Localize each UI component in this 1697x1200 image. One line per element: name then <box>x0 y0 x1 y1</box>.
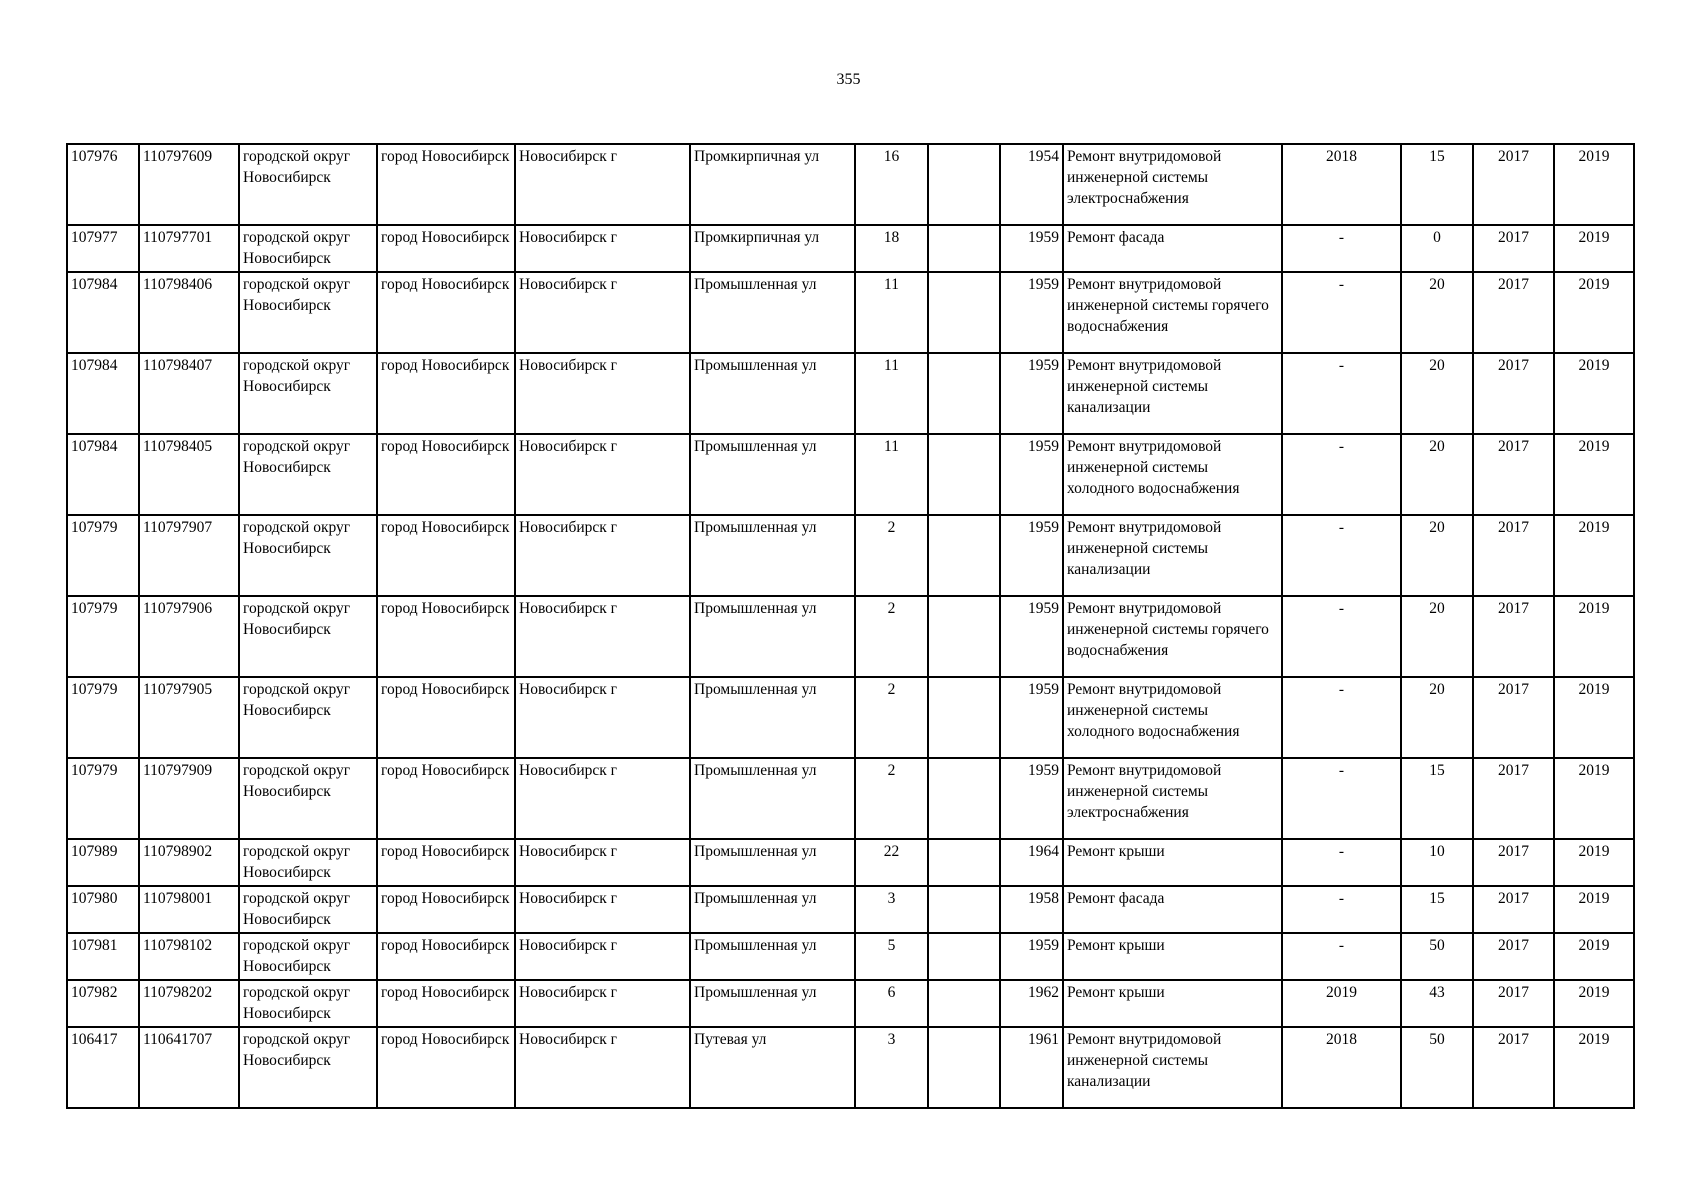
cell-settlement: город Новосибирск <box>377 353 515 434</box>
cell-settlement: город Новосибирск <box>377 596 515 677</box>
cell-district: городской округ Новосибирск <box>239 144 377 225</box>
cell-city: Новосибирск г <box>515 434 690 515</box>
cell-last-repair: 2018 <box>1282 144 1401 225</box>
cell-street: Промышленная ул <box>690 886 855 933</box>
table-row <box>67 758 1634 839</box>
cell-period-start: 2017 <box>1473 677 1554 758</box>
cell-period-end: 2019 <box>1554 886 1634 933</box>
table-row <box>67 225 1634 272</box>
cell-period-end: 2019 <box>1554 596 1634 677</box>
cell-last-repair: - <box>1282 353 1401 434</box>
cell-wear: 20 <box>1401 596 1473 677</box>
cell-year-built: 1964 <box>1000 839 1063 886</box>
cell-code: 110798902 <box>139 839 239 886</box>
cell-wear: 15 <box>1401 886 1473 933</box>
cell-code: 110798001 <box>139 886 239 933</box>
cell-city: Новосибирск г <box>515 933 690 980</box>
cell-period-end: 2019 <box>1554 1027 1634 1108</box>
cell-period-start: 2017 <box>1473 144 1554 225</box>
cell-last-repair: - <box>1282 272 1401 353</box>
cell-work-type: Ремонт внутридомовой инженерной системы канализации <box>1063 515 1282 596</box>
cell-period-start: 2017 <box>1473 933 1554 980</box>
cell-city: Новосибирск г <box>515 839 690 886</box>
cell-code: 110797906 <box>139 596 239 677</box>
cell-city: Новосибирск г <box>515 886 690 933</box>
cell-period-start: 2017 <box>1473 225 1554 272</box>
cell-street: Промышленная ул <box>690 677 855 758</box>
cell-year-built: 1959 <box>1000 515 1063 596</box>
cell-house: 11 <box>855 353 928 434</box>
cell-building <box>928 1027 1000 1108</box>
cell-period-start: 2017 <box>1473 434 1554 515</box>
cell-street: Промышленная ул <box>690 758 855 839</box>
cell-house: 2 <box>855 758 928 839</box>
cell-last-repair: - <box>1282 596 1401 677</box>
cell-city: Новосибирск г <box>515 515 690 596</box>
cell-code: 110797609 <box>139 144 239 225</box>
cell-period-end: 2019 <box>1554 353 1634 434</box>
cell-building <box>928 225 1000 272</box>
cell-code: 110797905 <box>139 677 239 758</box>
cell-last-repair: - <box>1282 677 1401 758</box>
cell-year-built: 1962 <box>1000 980 1063 1027</box>
cell-period-end: 2019 <box>1554 272 1634 353</box>
table-row <box>67 980 1634 1027</box>
cell-work-type: Ремонт фасада <box>1063 225 1282 272</box>
cell-building <box>928 933 1000 980</box>
cell-last-repair: - <box>1282 434 1401 515</box>
cell-wear: 15 <box>1401 758 1473 839</box>
cell-wear: 20 <box>1401 353 1473 434</box>
cell-building <box>928 272 1000 353</box>
cell-settlement: город Новосибирск <box>377 677 515 758</box>
cell-last-repair: - <box>1282 758 1401 839</box>
cell-work-type: Ремонт внутридомовой инженерной системы горячего водоснабжения <box>1063 596 1282 677</box>
cell-year-built: 1959 <box>1000 225 1063 272</box>
table-row <box>67 677 1634 758</box>
cell-street: Промышленная ул <box>690 839 855 886</box>
cell-wear: 50 <box>1401 933 1473 980</box>
cell-last-repair: - <box>1282 933 1401 980</box>
cell-period-start: 2017 <box>1473 886 1554 933</box>
cell-city: Новосибирск г <box>515 272 690 353</box>
cell-id: 107984 <box>67 353 139 434</box>
cell-building <box>928 839 1000 886</box>
cell-last-repair: 2018 <box>1282 1027 1401 1108</box>
cell-district: городской округ Новосибирск <box>239 886 377 933</box>
cell-year-built: 1959 <box>1000 758 1063 839</box>
cell-wear: 43 <box>1401 980 1473 1027</box>
cell-house: 2 <box>855 515 928 596</box>
cell-id: 107979 <box>67 677 139 758</box>
cell-city: Новосибирск г <box>515 980 690 1027</box>
cell-year-built: 1959 <box>1000 353 1063 434</box>
table-row <box>67 596 1634 677</box>
cell-year-built: 1961 <box>1000 1027 1063 1108</box>
cell-id: 107982 <box>67 980 139 1027</box>
cell-code: 110797907 <box>139 515 239 596</box>
cell-building <box>928 980 1000 1027</box>
cell-work-type: Ремонт крыши <box>1063 933 1282 980</box>
table-row <box>67 886 1634 933</box>
cell-work-type: Ремонт фасада <box>1063 886 1282 933</box>
table-row <box>67 933 1634 980</box>
cell-period-start: 2017 <box>1473 980 1554 1027</box>
cell-district: городской округ Новосибирск <box>239 980 377 1027</box>
cell-period-end: 2019 <box>1554 434 1634 515</box>
cell-period-end: 2019 <box>1554 758 1634 839</box>
cell-period-start: 2017 <box>1473 272 1554 353</box>
cell-district: городской округ Новосибирск <box>239 1027 377 1108</box>
cell-settlement: город Новосибирск <box>377 758 515 839</box>
cell-period-start: 2017 <box>1473 758 1554 839</box>
cell-building <box>928 886 1000 933</box>
cell-house: 3 <box>855 1027 928 1108</box>
cell-street: Промышленная ул <box>690 596 855 677</box>
cell-id: 107979 <box>67 515 139 596</box>
cell-street: Промышленная ул <box>690 353 855 434</box>
cell-work-type: Ремонт внутридомовой инженерной системы холодного водоснабжения <box>1063 677 1282 758</box>
cell-work-type: Ремонт крыши <box>1063 839 1282 886</box>
cell-period-start: 2017 <box>1473 839 1554 886</box>
cell-last-repair: - <box>1282 839 1401 886</box>
cell-settlement: город Новосибирск <box>377 886 515 933</box>
cell-year-built: 1959 <box>1000 677 1063 758</box>
cell-work-type: Ремонт внутридомовой инженерной системы канализации <box>1063 353 1282 434</box>
cell-settlement: город Новосибирск <box>377 1027 515 1108</box>
cell-id: 107979 <box>67 596 139 677</box>
cell-street: Промкирпичная ул <box>690 225 855 272</box>
cell-settlement: город Новосибирск <box>377 515 515 596</box>
cell-settlement: город Новосибирск <box>377 980 515 1027</box>
cell-building <box>928 434 1000 515</box>
table-row <box>67 144 1634 225</box>
cell-settlement: город Новосибирск <box>377 272 515 353</box>
table-row <box>67 1027 1634 1108</box>
cell-house: 11 <box>855 434 928 515</box>
cell-building <box>928 596 1000 677</box>
cell-year-built: 1959 <box>1000 596 1063 677</box>
cell-code: 110798406 <box>139 272 239 353</box>
cell-house: 18 <box>855 225 928 272</box>
cell-street: Промышленная ул <box>690 272 855 353</box>
cell-city: Новосибирск г <box>515 596 690 677</box>
table-row <box>67 434 1634 515</box>
cell-house: 22 <box>855 839 928 886</box>
cell-work-type: Ремонт внутридомовой инженерной системы электроснабжения <box>1063 758 1282 839</box>
cell-code: 110797701 <box>139 225 239 272</box>
cell-wear: 20 <box>1401 677 1473 758</box>
cell-wear: 20 <box>1401 515 1473 596</box>
cell-work-type: Ремонт внутридомовой инженерной системы канализации <box>1063 1027 1282 1108</box>
cell-work-type: Ремонт крыши <box>1063 980 1282 1027</box>
table-row <box>67 272 1634 353</box>
cell-id: 107979 <box>67 758 139 839</box>
cell-settlement: город Новосибирск <box>377 434 515 515</box>
cell-house: 11 <box>855 272 928 353</box>
cell-city: Новосибирск г <box>515 758 690 839</box>
cell-work-type: Ремонт внутридомовой инженерной системы горячего водоснабжения <box>1063 272 1282 353</box>
registry-table <box>66 143 1635 1109</box>
cell-wear: 0 <box>1401 225 1473 272</box>
cell-district: городской округ Новосибирск <box>239 596 377 677</box>
cell-id: 107981 <box>67 933 139 980</box>
cell-settlement: город Новосибирск <box>377 225 515 272</box>
cell-period-end: 2019 <box>1554 933 1634 980</box>
cell-building <box>928 144 1000 225</box>
cell-district: городской округ Новосибирск <box>239 758 377 839</box>
cell-house: 16 <box>855 144 928 225</box>
cell-period-end: 2019 <box>1554 515 1634 596</box>
cell-year-built: 1959 <box>1000 933 1063 980</box>
cell-district: городской округ Новосибирск <box>239 677 377 758</box>
cell-building <box>928 677 1000 758</box>
cell-building <box>928 353 1000 434</box>
table-row <box>67 839 1634 886</box>
cell-id: 107977 <box>67 225 139 272</box>
cell-house: 3 <box>855 886 928 933</box>
cell-wear: 15 <box>1401 144 1473 225</box>
cell-district: городской округ Новосибирск <box>239 434 377 515</box>
cell-house: 2 <box>855 596 928 677</box>
cell-code: 110797909 <box>139 758 239 839</box>
cell-code: 110798407 <box>139 353 239 434</box>
cell-settlement: город Новосибирск <box>377 144 515 225</box>
cell-district: городской округ Новосибирск <box>239 225 377 272</box>
cell-year-built: 1959 <box>1000 272 1063 353</box>
cell-work-type: Ремонт внутридомовой инженерной системы электроснабжения <box>1063 144 1282 225</box>
cell-building <box>928 515 1000 596</box>
cell-wear: 50 <box>1401 1027 1473 1108</box>
cell-id: 106417 <box>67 1027 139 1108</box>
cell-work-type: Ремонт внутридомовой инженерной системы холодного водоснабжения <box>1063 434 1282 515</box>
page-number: 355 <box>836 71 861 88</box>
cell-period-end: 2019 <box>1554 144 1634 225</box>
cell-district: городской округ Новосибирск <box>239 933 377 980</box>
cell-street: Промкирпичная ул <box>690 144 855 225</box>
cell-house: 5 <box>855 933 928 980</box>
cell-id: 107989 <box>67 839 139 886</box>
cell-settlement: город Новосибирск <box>377 933 515 980</box>
cell-last-repair: - <box>1282 225 1401 272</box>
cell-year-built: 1958 <box>1000 886 1063 933</box>
cell-last-repair: - <box>1282 515 1401 596</box>
cell-wear: 20 <box>1401 434 1473 515</box>
cell-period-start: 2017 <box>1473 1027 1554 1108</box>
cell-city: Новосибирск г <box>515 225 690 272</box>
cell-street: Промышленная ул <box>690 933 855 980</box>
table-body <box>67 144 1634 1108</box>
cell-wear: 20 <box>1401 272 1473 353</box>
cell-building <box>928 758 1000 839</box>
cell-id: 107980 <box>67 886 139 933</box>
cell-street: Промышленная ул <box>690 515 855 596</box>
cell-street: Путевая ул <box>690 1027 855 1108</box>
cell-code: 110798202 <box>139 980 239 1027</box>
cell-id: 107976 <box>67 144 139 225</box>
cell-city: Новосибирск г <box>515 353 690 434</box>
cell-settlement: город Новосибирск <box>377 839 515 886</box>
cell-year-built: 1959 <box>1000 434 1063 515</box>
cell-period-end: 2019 <box>1554 980 1634 1027</box>
cell-last-repair: 2019 <box>1282 980 1401 1027</box>
cell-house: 6 <box>855 980 928 1027</box>
cell-period-start: 2017 <box>1473 596 1554 677</box>
cell-wear: 10 <box>1401 839 1473 886</box>
cell-district: городской округ Новосибирск <box>239 272 377 353</box>
cell-district: городской округ Новосибирск <box>239 353 377 434</box>
table-row <box>67 515 1634 596</box>
cell-code: 110641707 <box>139 1027 239 1108</box>
cell-street: Промышленная ул <box>690 434 855 515</box>
cell-last-repair: - <box>1282 886 1401 933</box>
cell-code: 110798405 <box>139 434 239 515</box>
cell-street: Промышленная ул <box>690 980 855 1027</box>
cell-district: городской округ Новосибирск <box>239 515 377 596</box>
cell-period-start: 2017 <box>1473 353 1554 434</box>
cell-period-end: 2019 <box>1554 677 1634 758</box>
cell-district: городской округ Новосибирск <box>239 839 377 886</box>
table-row <box>67 353 1634 434</box>
cell-code: 110798102 <box>139 933 239 980</box>
cell-city: Новосибирск г <box>515 677 690 758</box>
cell-period-end: 2019 <box>1554 225 1634 272</box>
cell-city: Новосибирск г <box>515 144 690 225</box>
cell-city: Новосибирск г <box>515 1027 690 1108</box>
cell-period-start: 2017 <box>1473 515 1554 596</box>
cell-id: 107984 <box>67 434 139 515</box>
cell-year-built: 1954 <box>1000 144 1063 225</box>
cell-house: 2 <box>855 677 928 758</box>
cell-period-end: 2019 <box>1554 839 1634 886</box>
cell-id: 107984 <box>67 272 139 353</box>
